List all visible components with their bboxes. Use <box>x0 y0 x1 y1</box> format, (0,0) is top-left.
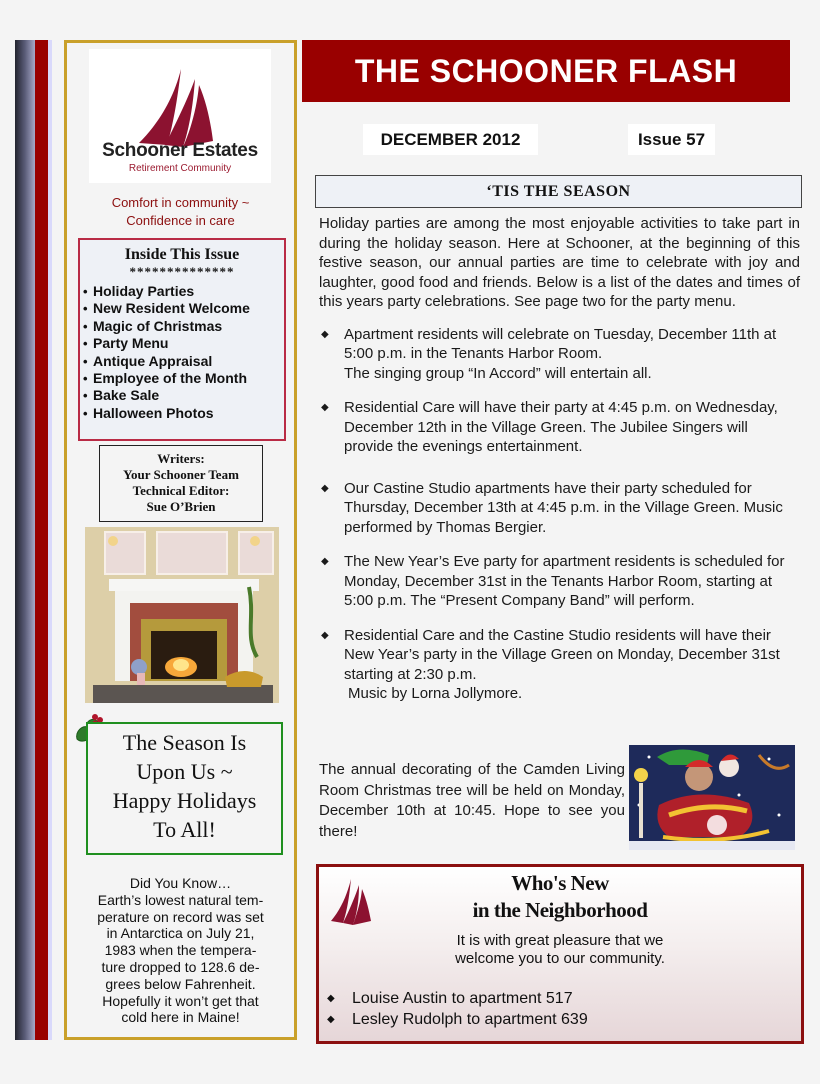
party-item-text: ◆ Apartment residents will celebrate on Tuesday, December 11th at 5:00 p.m. in the Tenants Harbor Room. <box>344 325 777 362</box>
inside-item: • Party Menu <box>83 335 284 352</box>
season-greeting <box>86 722 283 855</box>
writers-line: Your Schooner Team <box>123 467 239 482</box>
schooner-estates-logo <box>89 49 271 183</box>
santa-sleigh-photo <box>629 745 795 850</box>
new-residents-list <box>327 988 588 1030</box>
dyk-line: Earth’s lowest natural tem- <box>97 891 264 908</box>
inside-this-issue <box>78 238 286 441</box>
season-line: Happy Holidays <box>112 788 257 813</box>
dyk-line: ture dropped to 128.6 de- <box>101 958 260 975</box>
fireplace-image-icon <box>85 527 279 703</box>
stripe-red <box>35 40 48 1040</box>
party-item <box>319 552 800 611</box>
season-line: Upon Us ~ <box>136 759 233 784</box>
tagline-line: Comfort in community ~ <box>111 195 250 210</box>
season-line: To All! <box>153 817 216 842</box>
tagline <box>67 194 294 230</box>
party-item-text: ◆ Our Castine Studio apartments have their party scheduled for Thursday, December 13th at 4:45 p.m. in the Village Green. Music performed by Thomas Bergier. <box>344 479 783 536</box>
sailboat-logo-icon <box>137 63 219 149</box>
writers-line: Writers: <box>157 451 205 466</box>
fireplace-photo <box>85 527 279 703</box>
inside-item: • New Resident Welcome <box>83 300 284 317</box>
party-item <box>319 398 800 457</box>
dyk-line: Hopefully it won’t get that <box>102 992 259 1009</box>
season-line: The Season Is <box>122 730 247 755</box>
party-item <box>319 626 800 704</box>
dyk-line: 1983 when the tempera- <box>104 942 257 959</box>
inside-item: • Bake Sale <box>83 387 284 404</box>
whos-new-box <box>316 864 804 1044</box>
welcome-message <box>319 932 801 968</box>
holiday-article <box>319 214 800 719</box>
party-item-text: Music by Lorna Jollymore. <box>348 685 523 702</box>
party-item <box>319 479 800 538</box>
article-heading: ‘TIS THE SEASON <box>315 175 802 208</box>
party-item-text: ◆ The New Year’s Eve party for apartment residents is scheduled for Monday, December 31st in the Tenants Harbor Room, starting at 5:00 p.m. The “Present Company Band” will perform. <box>344 553 785 609</box>
newsletter-banner <box>302 40 790 102</box>
tagline-line: Confidence in care <box>126 213 235 228</box>
welcome-line: It is with great pleasure that we <box>456 932 664 949</box>
party-item-text: ◆ Residential Care will have their party at 4:45 p.m. on Wednesday, December 12th in the Village Green. The Jubilee Singers will provide the evenings entertainment. <box>344 399 778 455</box>
inside-stars-divider: ************** <box>129 264 235 279</box>
decorative-stripes <box>15 40 52 1040</box>
inside-item: • Antique Appraisal <box>83 353 284 370</box>
party-item-text: The singing group “In Accord” will entertain all. <box>344 364 652 382</box>
writers-line: Sue O’Brien <box>146 499 216 514</box>
new-resident: ◆ Lesley Rudolph to apartment 639 <box>327 1009 588 1030</box>
issue-number: Issue 57 <box>628 124 715 155</box>
stripe-gradient <box>15 40 35 1040</box>
writers-line: Technical Editor: <box>132 483 230 498</box>
new-resident: ◆ Louise Austin to apartment 517 <box>327 988 588 1009</box>
whos-new-title <box>319 870 801 924</box>
whos-new-title-line: in the Neighborhood <box>472 898 648 922</box>
inside-title: Inside This Issue <box>124 246 240 263</box>
logo-name: Schooner Estates <box>102 140 258 161</box>
party-list <box>319 325 800 704</box>
whos-new-title-line: Who's New <box>511 871 609 895</box>
party-item-text: ◆ Residential Care and the Castine Studio residents will have their New Year’s party in the Village Green on Monday, December 31st starting at 2:30 p.m. <box>344 626 780 683</box>
dyk-line: Did You Know… <box>129 875 232 891</box>
newsletter-title: THE SCHOONER FLASH <box>354 52 738 89</box>
inside-item: • Halloween Photos <box>83 405 284 422</box>
logo-subtitle: Retirement Community <box>128 163 232 174</box>
writers-credits <box>99 445 263 522</box>
did-you-know <box>77 875 284 1026</box>
dyk-line: grees below Fahrenheit. <box>105 975 256 992</box>
party-item <box>319 325 800 384</box>
issue-date: DECEMBER 2012 <box>363 124 538 155</box>
sleigh-image-icon <box>629 745 795 850</box>
welcome-line: welcome you to our community. <box>455 950 665 967</box>
sidebar <box>64 40 297 1040</box>
tree-decorating-note: The annual decorating of the Camden Living Room Christmas tree will be held on Monday, December 10th at 10:45. Hope to see you there! <box>319 761 625 840</box>
inside-item: • Holiday Parties <box>83 283 284 300</box>
stripe-lavender <box>48 40 52 1040</box>
article-intro: Holiday parties are among the most enjoyable activities to take part in during the holiday season. Here at Schooner, at the beginning of this festive season, our annual parties are time to celebrate with joy and laughter, good food and friends. Below is a list of the dates and times of this years party celebrations. See page two for the party menu. <box>319 215 800 310</box>
dyk-line: cold here in Maine! <box>121 1009 240 1026</box>
dyk-line: perature on record was set <box>97 908 264 925</box>
inside-item: • Magic of Christmas <box>83 318 284 335</box>
inside-item: • Employee of the Month <box>83 370 284 387</box>
dyk-line: in Antarctica on July 21, <box>106 925 255 942</box>
inside-list <box>80 283 284 422</box>
